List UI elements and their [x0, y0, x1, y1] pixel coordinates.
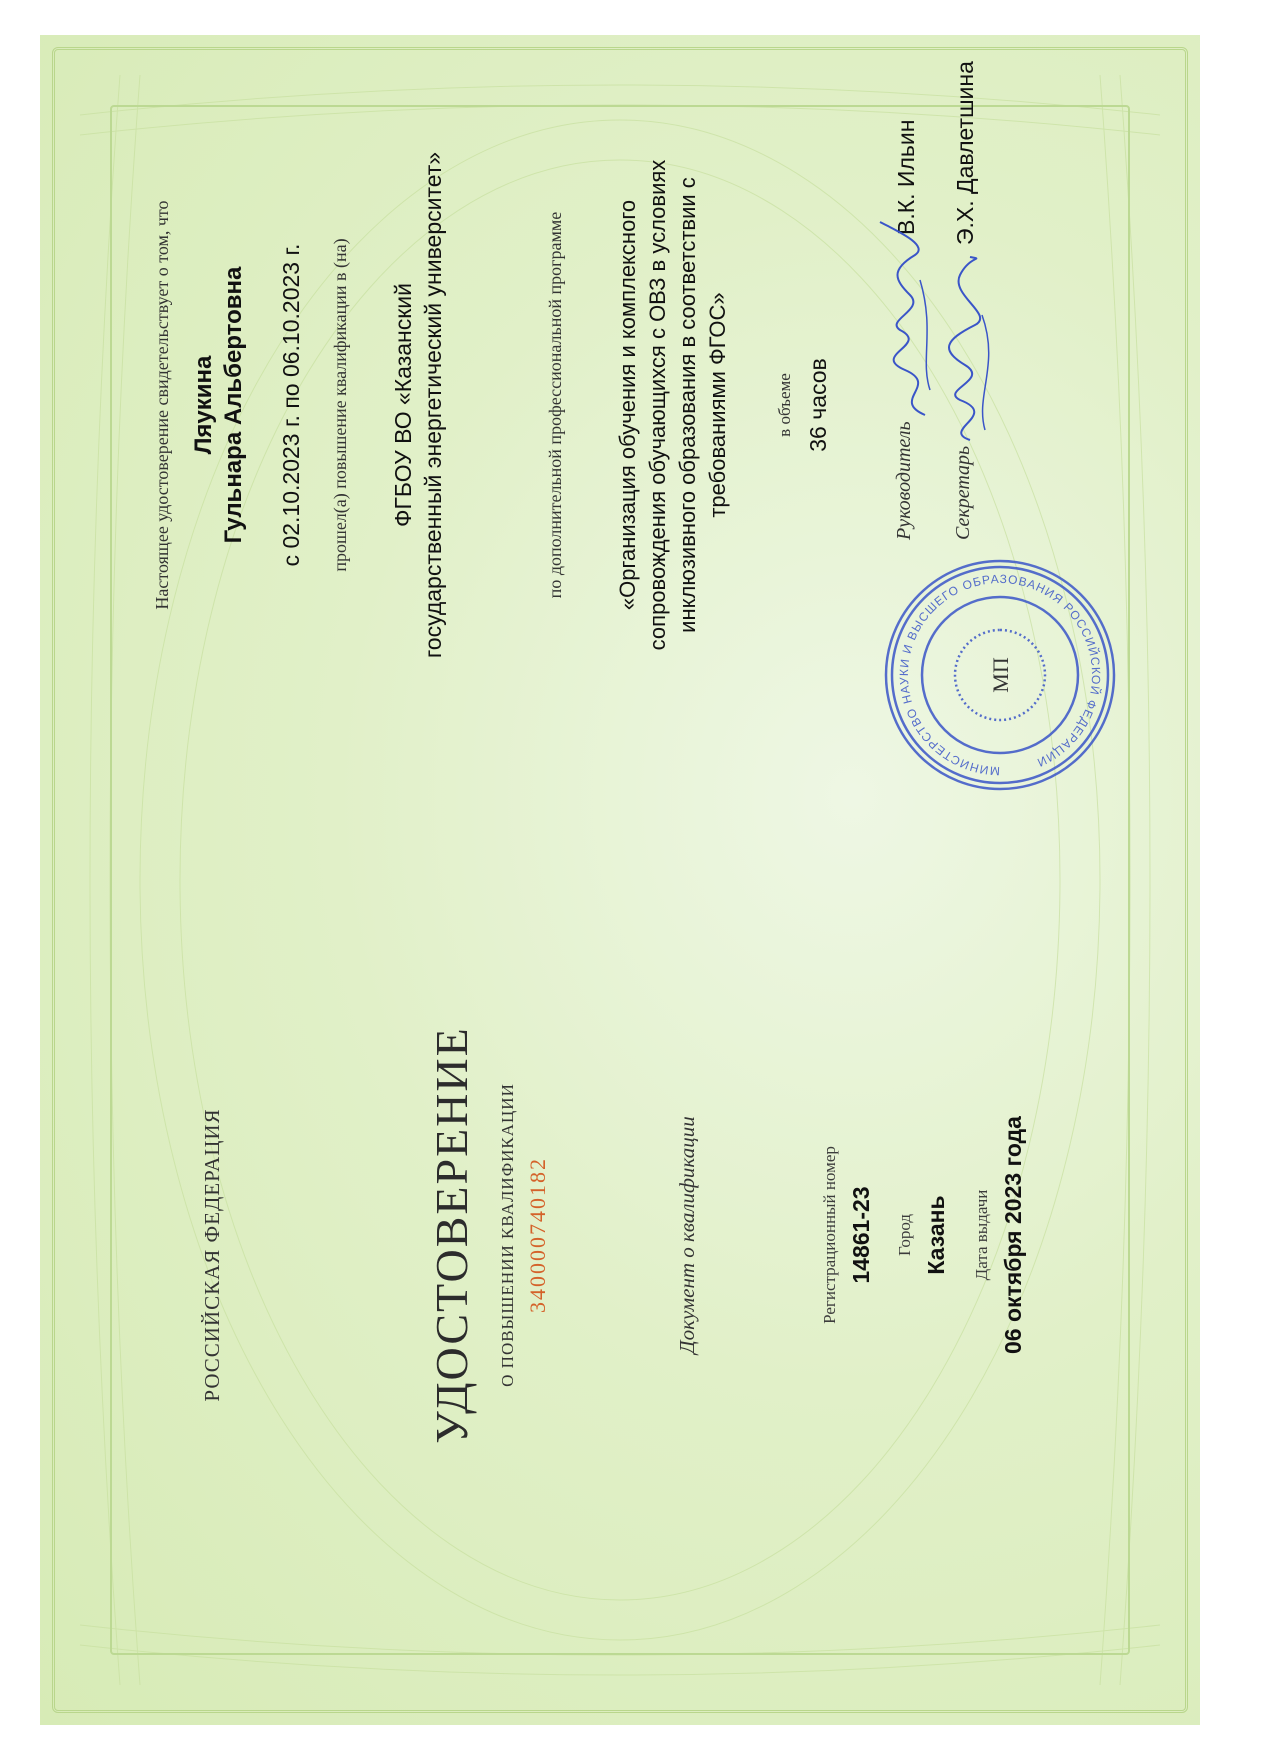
volume-value: 36 часов [805, 358, 831, 452]
program-intro: по дополнительной профессиональной программе [545, 211, 565, 599]
head-name: В.К. Ильин [893, 119, 919, 235]
official-seal [880, 555, 1120, 795]
city-label: Город [895, 1214, 914, 1256]
training-period: с 02.10.2023 г. по 06.10.2023 г. [278, 243, 304, 567]
holder-first-names: Гульнара Альбертовна [220, 266, 247, 544]
certificate-content [40, 35, 1200, 1725]
passed-text: прошел(а) повышение квалификации в (на) [330, 238, 350, 572]
volume-label: в объеме [775, 373, 794, 437]
certificate-title: УДОСТОВЕРЕНИЕ [426, 1026, 477, 1444]
program-title: «Организация обучения и комплексного сопровождения обучающихся с ОВЗ в условиях инклюзивного образования в соответствии с требованиями ФГОС» [615, 159, 730, 651]
issue-date-label: Дата выдачи [972, 1189, 991, 1281]
certificate-sheet [40, 35, 1200, 1725]
registration-number: 14861-23 [848, 1186, 874, 1284]
intro-text: Настоящее удостоверение свидетельствует о том, что [152, 200, 172, 610]
document-type: Документ о квалификации [675, 1116, 699, 1354]
certificate-subtitle: О ПОВЫШЕНИИ КВАЛИФИКАЦИИ [498, 1083, 517, 1387]
seal-mp-mark: МП [988, 657, 1013, 693]
certificate-number: 340000740182 [525, 1157, 550, 1313]
secretary-label: Секретарь [952, 445, 974, 540]
head-label: Руководитель [893, 421, 915, 540]
holder-surname: Ляукина [190, 355, 217, 455]
secretary-name: Э.Х. Давлетшина [952, 61, 978, 245]
issue-date: 06 октября 2023 года [1000, 1116, 1026, 1354]
seal-ring-text: МИНИСТЕРСТВО НАУКИ И ВЫСШЕГО ОБРАЗОВАНИЯ РОССИЙСКОЙ ФЕДЕРАЦИИ [896, 571, 1104, 779]
organization-line-1: ФГБОУ ВО «Казанский [390, 282, 416, 528]
organization-line-2: государственный энергетический университет» [420, 151, 446, 659]
registration-label: Регистрационный номер [820, 1146, 839, 1324]
secretary-signature [930, 255, 1010, 445]
city-value: Казань [923, 1195, 949, 1275]
country-label: РОССИЙСКАЯ ФЕДЕРАЦИЯ [200, 1108, 224, 1402]
